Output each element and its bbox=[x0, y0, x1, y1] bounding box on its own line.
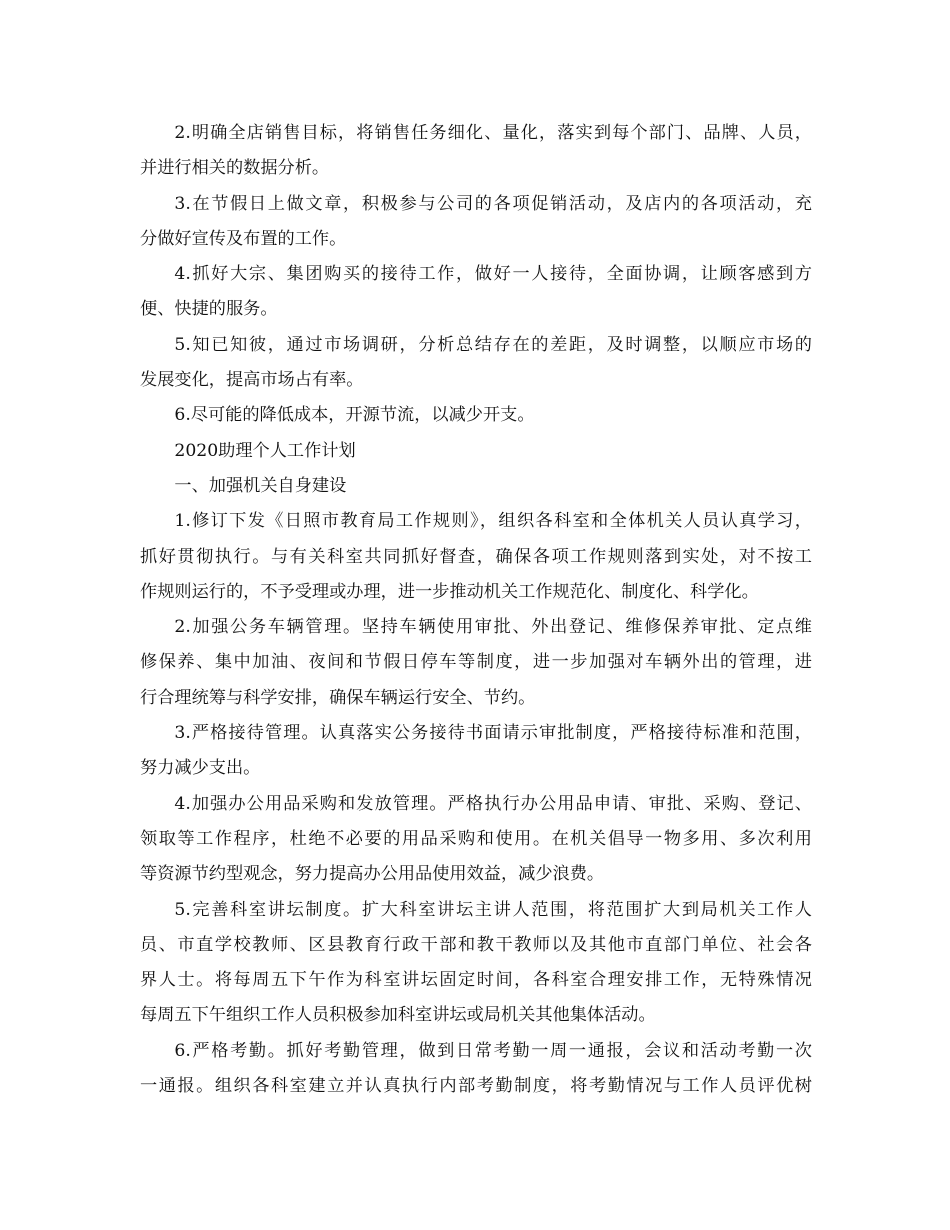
paragraph-line: 5.完善科室讲坛制度。扩大科室讲坛主讲人范围，将范围扩大到局机关工作人 bbox=[174, 899, 812, 920]
paragraph bbox=[140, 787, 812, 893]
paragraph-line: 努力减少支出。 bbox=[140, 758, 261, 779]
paragraph-line: 4.抓好大宗、集团购买的接待工作，做好一人接待，全面协调，让顾客感到方 bbox=[174, 264, 812, 285]
paragraph-line: 一通报。组织各科室建立并认真执行内部考勤制度，将考勤情况与工作人员评优树 bbox=[140, 1076, 812, 1097]
paragraph-line: 6.尽可能的降低成本，开源节流，以减少开支。 bbox=[174, 405, 535, 426]
paragraph bbox=[140, 398, 812, 433]
paragraph-line: 界人士。将每周五下午作为科室讲坛固定时间，各科室合理安排工作，无特殊情况 bbox=[140, 970, 812, 991]
paragraph-line: 2.明确全店销售目标，将销售任务细化、量化，落实到每个部门、品牌、人员， bbox=[174, 123, 812, 143]
paragraph-line: 5.知已知彼，通过市场调研，分析总结存在的差距，及时调整，以顺应市场的 bbox=[174, 334, 812, 355]
paragraph bbox=[140, 1034, 812, 1105]
paragraph-line: 行合理统筹与科学安排，确保车辆运行安全、节约。 bbox=[140, 687, 536, 708]
paragraph bbox=[140, 116, 812, 187]
paragraph-line: 修保养、集中加油、夜间和节假日停车等制度，进一步加强对车辆外出的管理，进 bbox=[140, 652, 812, 673]
paragraph-line: 4.加强办公用品采购和发放管理。严格执行办公用品申请、审批、采购、登记、 bbox=[174, 793, 812, 814]
paragraph-line: 领取等工作程序，杜绝不必要的用品采购和使用。在机关倡导一物多用、多次利用 bbox=[140, 828, 812, 849]
paragraph bbox=[140, 469, 812, 504]
paragraph-line: 员、市直学校教师、区县教育行政干部和教干教师以及其他市直部门单位、社会各 bbox=[140, 934, 812, 955]
paragraph-line: 抓好贯彻执行。与有关科室共同抓好督查，确保各项工作规则落到实处，对不按工 bbox=[140, 546, 812, 567]
paragraph-line: 2020助理个人工作计划 bbox=[174, 440, 356, 461]
paragraph bbox=[140, 257, 812, 328]
paragraph-line: 并进行相关的数据分析。 bbox=[140, 158, 330, 179]
document-page bbox=[140, 116, 812, 1104]
paragraph-line: 作规则运行的，不予受理或办理，进一步推动机关工作规范化、制度化、科学化。 bbox=[140, 581, 759, 602]
paragraph bbox=[140, 434, 812, 469]
paragraph bbox=[140, 504, 812, 610]
paragraph bbox=[140, 187, 812, 258]
paragraph-line: 每周五下午组织工作人员积极参加科室讲坛或局机关其他集体活动。 bbox=[140, 1005, 656, 1026]
paragraph bbox=[140, 328, 812, 399]
paragraph-line: 发展变化，提高市场占有率。 bbox=[140, 370, 364, 391]
paragraph-line: 2.加强公务车辆管理。坚持车辆使用审批、外出登记、维修保养审批、定点维 bbox=[174, 617, 812, 638]
paragraph-line: 3.严格接待管理。认真落实公务接待书面请示审批制度，严格接待标准和范围， bbox=[174, 723, 812, 744]
paragraph-line: 3.在节假日上做文章，积极参与公司的各项促销活动，及店内的各项活动，充 bbox=[174, 193, 812, 214]
paragraph-line: 1.修订下发《日照市教育局工作规则》，组织各科室和全体机关人员认真学习， bbox=[174, 511, 812, 532]
paragraph-line: 便、快捷的服务。 bbox=[140, 299, 278, 320]
paragraph-line: 分做好宣传及布置的工作。 bbox=[140, 228, 347, 249]
paragraph-line: 6.严格考勤。抓好考勤管理，做到日常考勤一周一通报，会议和活动考勤一次 bbox=[174, 1040, 812, 1061]
paragraph-line: 一、加强机关自身建设 bbox=[174, 475, 347, 496]
paragraph bbox=[140, 893, 812, 1034]
paragraph bbox=[140, 716, 812, 787]
paragraph bbox=[140, 610, 812, 716]
paragraph-line: 等资源节约型观念，努力提高办公用品使用效益，减少浪费。 bbox=[140, 864, 605, 885]
